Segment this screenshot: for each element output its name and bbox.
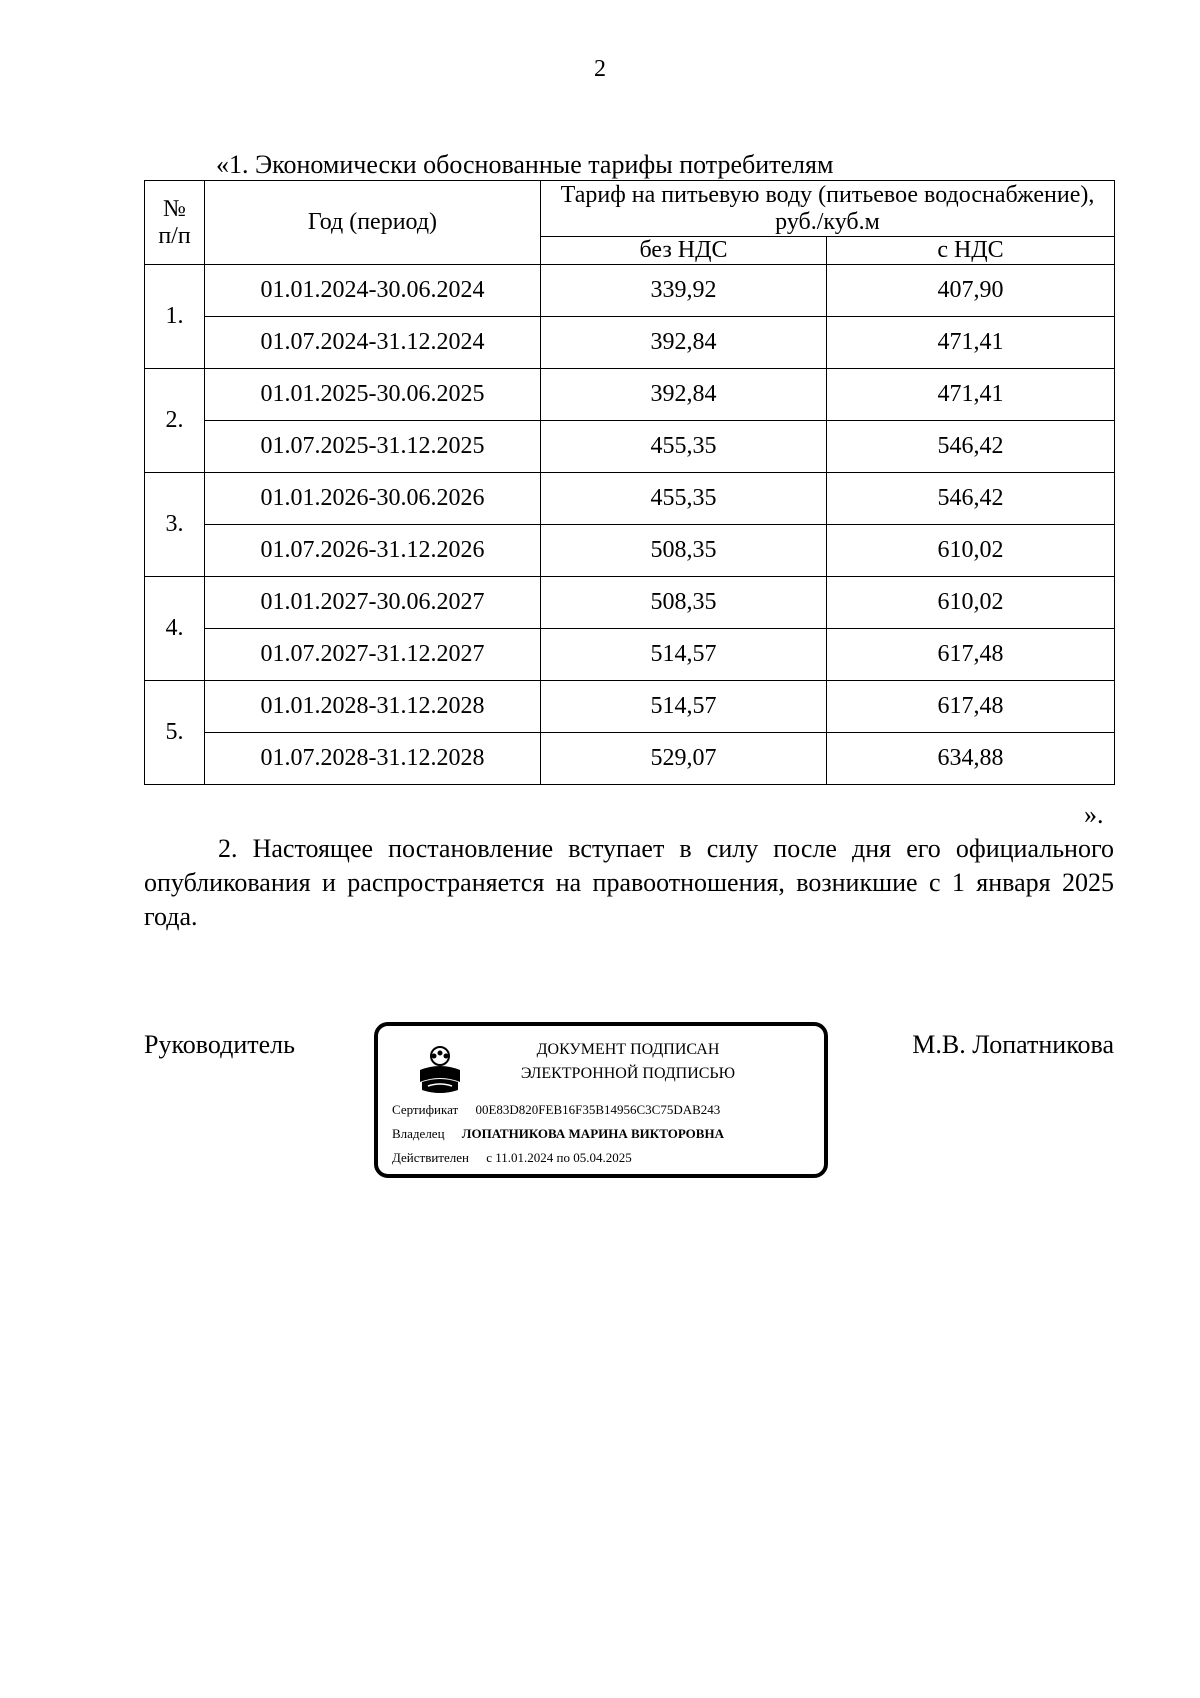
table-row <box>145 265 1115 317</box>
row-number: 2. <box>145 369 205 473</box>
stamp-certificate <box>392 1102 720 1118</box>
cell-with-vat: 546,42 <box>827 473 1115 525</box>
header-tariff-line1: Тариф на питьевую воду (питьевое водоснабжение), <box>560 182 1095 209</box>
tariff-table <box>144 180 1115 785</box>
table-row <box>145 629 1115 681</box>
electronic-signature-stamp <box>374 1022 828 1178</box>
header-with-vat: с НДС <box>827 237 1115 265</box>
row-number: 3. <box>145 473 205 577</box>
stamp-validity <box>392 1150 632 1166</box>
cell-period: 01.01.2024-30.06.2024 <box>205 265 541 317</box>
stamp-validity-label: Действителен <box>392 1150 469 1165</box>
coat-of-arms-emblem-icon <box>414 1044 466 1100</box>
cell-no-vat: 514,57 <box>541 629 827 681</box>
table-caption: «1. Экономически обоснованные тарифы потребителям <box>216 150 834 179</box>
stamp-title-line1: ДОКУМЕНТ ПОДПИСАН <box>536 1041 720 1058</box>
header-number <box>145 181 205 265</box>
header-tariff-line2: руб./куб.м <box>775 208 880 235</box>
cell-period: 01.07.2028-31.12.2028 <box>205 733 541 785</box>
page-number: 2 <box>594 56 606 82</box>
cell-with-vat: 471,41 <box>827 369 1115 421</box>
table-row <box>145 369 1115 421</box>
header-number-line2: п/п <box>158 222 191 249</box>
cell-with-vat: 617,48 <box>827 681 1115 733</box>
cell-no-vat: 508,35 <box>541 525 827 577</box>
cell-no-vat: 529,07 <box>541 733 827 785</box>
effective-date-paragraph: 2. Настоящее постановление вступает в силу после дня его официального опубликования и распространяется на правоотношения, возникшие с 1 января 2025 года. <box>144 834 1114 931</box>
stamp-validity-value: с 11.01.2024 по 05.04.2025 <box>486 1150 632 1165</box>
cell-with-vat: 471,41 <box>827 317 1115 369</box>
cell-with-vat: 617,48 <box>827 629 1115 681</box>
cell-no-vat: 455,35 <box>541 473 827 525</box>
signer-title: Руководитель <box>144 1030 295 1059</box>
cell-no-vat: 514,57 <box>541 681 827 733</box>
cell-period: 01.07.2025-31.12.2025 <box>205 421 541 473</box>
table-row <box>145 421 1115 473</box>
cell-with-vat: 610,02 <box>827 525 1115 577</box>
cell-period: 01.01.2026-30.06.2026 <box>205 473 541 525</box>
stamp-owner <box>392 1126 724 1142</box>
cell-period: 01.07.2026-31.12.2026 <box>205 525 541 577</box>
header-period: Год (период) <box>205 181 541 265</box>
cell-period: 01.01.2025-30.06.2025 <box>205 369 541 421</box>
header-tariff <box>541 181 1115 237</box>
row-number: 5. <box>145 681 205 785</box>
stamp-owner-value: ЛОПАТНИКОВА МАРИНА ВИКТОРОВНА <box>461 1126 724 1141</box>
cell-with-vat: 610,02 <box>827 577 1115 629</box>
table-row <box>145 733 1115 785</box>
stamp-owner-label: Владелец <box>392 1126 445 1141</box>
table-row <box>145 473 1115 525</box>
cell-with-vat: 634,88 <box>827 733 1115 785</box>
table-header-row <box>145 181 1115 237</box>
cell-with-vat: 546,42 <box>827 421 1115 473</box>
cell-period: 01.07.2027-31.12.2027 <box>205 629 541 681</box>
signer-name: М.В. Лопатникова <box>912 1030 1114 1059</box>
stamp-title-line2: ЭЛЕКТРОННОЙ ПОДПИСЬЮ <box>520 1065 736 1082</box>
table-row <box>145 681 1115 733</box>
stamp-certificate-value: 00E83D820FEB16F35B14956C3C75DAB243 <box>475 1102 721 1117</box>
cell-period: 01.01.2027-30.06.2027 <box>205 577 541 629</box>
cell-no-vat: 508,35 <box>541 577 827 629</box>
closing-quote: ». <box>1084 800 1104 829</box>
cell-period: 01.07.2024-31.12.2024 <box>205 317 541 369</box>
table-row <box>145 577 1115 629</box>
row-number: 4. <box>145 577 205 681</box>
stamp-title <box>478 1038 778 1086</box>
table-row <box>145 317 1115 369</box>
row-number: 1. <box>145 265 205 369</box>
cell-no-vat: 339,92 <box>541 265 827 317</box>
cell-no-vat: 392,84 <box>541 369 827 421</box>
cell-no-vat: 455,35 <box>541 421 827 473</box>
cell-no-vat: 392,84 <box>541 317 827 369</box>
table-row <box>145 525 1115 577</box>
header-number-line1: № <box>163 196 186 223</box>
cell-with-vat: 407,90 <box>827 265 1115 317</box>
cell-period: 01.01.2028-31.12.2028 <box>205 681 541 733</box>
stamp-certificate-label: Сертификат <box>392 1102 459 1117</box>
header-no-vat: без НДС <box>541 237 827 265</box>
